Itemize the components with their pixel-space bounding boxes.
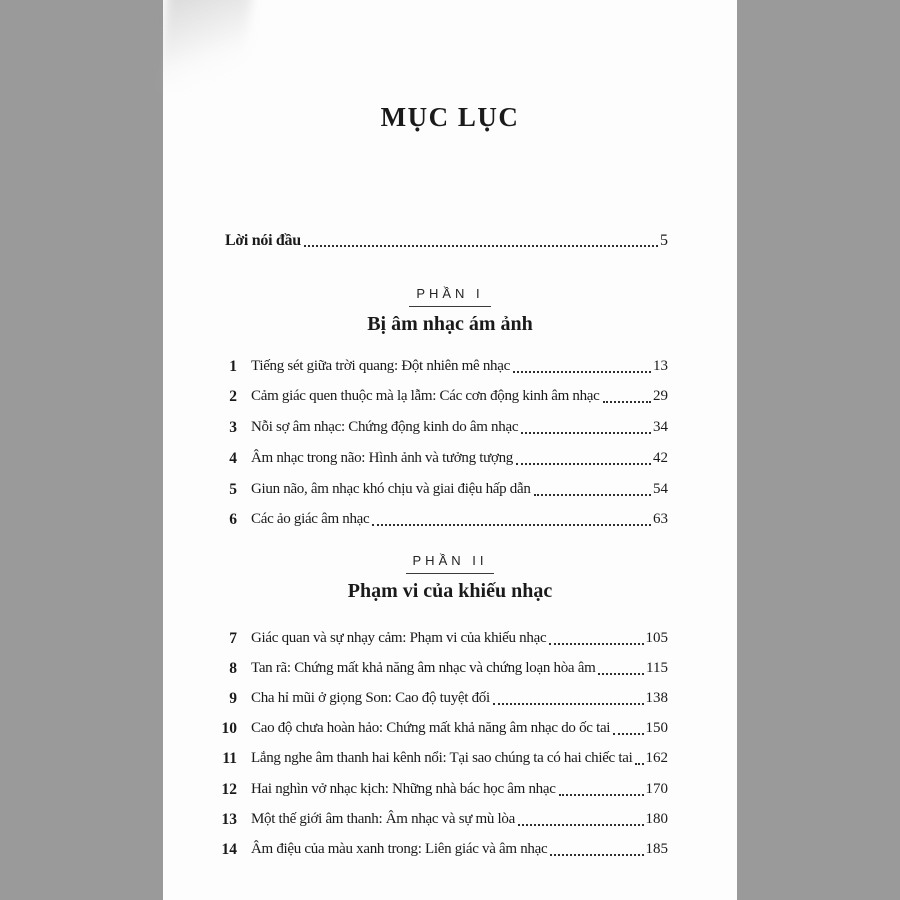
part-2-header (163, 552, 737, 574)
entry-page: 162 (645, 750, 668, 766)
dot-leader (518, 824, 644, 826)
dot-leader (603, 401, 651, 403)
entry-title: Tiếng sét giữa trời quang: Đột nhiên mê nhạc (251, 358, 510, 374)
book-page (163, 0, 737, 900)
entry-page: 34 (653, 419, 668, 435)
toc-entry (214, 839, 668, 860)
toc-entry (214, 386, 668, 407)
entry-title: Giác quan và sự nhạy cảm: Phạm vi của khiếu nhạc (251, 630, 547, 646)
entry-page: 42 (653, 450, 668, 466)
entry-number: 5 (229, 481, 237, 498)
dot-leader (304, 245, 658, 247)
entry-page: 13 (653, 358, 668, 374)
entry-page: 63 (653, 511, 668, 527)
entry-page: 180 (645, 811, 668, 827)
dot-leader (513, 371, 651, 373)
entry-title: Cảm giác quen thuộc mà lạ lẫm: Các cơn động kinh âm nhạc (251, 388, 600, 404)
entry-number: 14 (221, 841, 237, 858)
entry-number: 4 (229, 450, 237, 467)
entry-page: 170 (645, 781, 668, 797)
toc-entry (214, 417, 668, 438)
page-smudge (157, 0, 252, 100)
entry-title: Hai nghìn vở nhạc kịch: Những nhà bác học âm nhạc (251, 781, 556, 797)
entry-title: Âm nhạc trong não: Hình ảnh và tưởng tượng (251, 450, 513, 466)
entry-number: 6 (229, 511, 237, 528)
dot-leader (516, 463, 651, 465)
entry-title: Nỗi sợ âm nhạc: Chứng động kinh do âm nhạc (251, 419, 519, 435)
entry-page: 138 (645, 690, 668, 706)
part-1-label: PHẦN I (409, 287, 490, 307)
dot-leader (534, 494, 651, 496)
toc-entry (214, 628, 668, 649)
dot-leader (549, 643, 643, 645)
toc-title: MỤC LỤC (380, 102, 520, 132)
entry-number: 12 (221, 781, 237, 798)
entry-title: Giun não, âm nhạc khó chịu và giai điệu hấp dẫn (251, 481, 531, 497)
toc-entry (214, 448, 668, 469)
toc-entry (214, 658, 668, 679)
part-1-header (163, 285, 737, 307)
entry-title: Tan rã: Chứng mất khả năng âm nhạc và chứng loạn hòa âm (251, 660, 596, 676)
entry-number: 1 (229, 358, 237, 375)
entry-title: Cao độ chưa hoàn hảo: Chứng mất khả năng âm nhạc do ốc tai (251, 720, 611, 736)
toc-entry (214, 718, 668, 739)
entry-title: Một thế giới âm thanh: Âm nhạc và sự mù lòa (251, 811, 515, 827)
entry-number: 2 (229, 388, 237, 405)
entry-number: 7 (229, 630, 237, 647)
toc-entry (214, 809, 668, 830)
entry-title: Âm điệu của màu xanh trong: Liên giác và âm nhạc (251, 841, 548, 857)
entry-title: Lời nói đầu (225, 232, 301, 249)
entry-page: 29 (653, 388, 668, 404)
toc-entry (214, 356, 668, 377)
dot-leader (635, 763, 643, 765)
entry-number: 10 (221, 720, 237, 737)
entry-title: Cha hỉ mũi ở giọng Son: Cao độ tuyệt đối (251, 690, 490, 706)
entry-title: Lắng nghe âm thanh hai kênh nổi: Tại sao chúng ta có hai chiếc tai (251, 750, 633, 766)
entry-page: 105 (645, 630, 668, 646)
entry-page: 150 (645, 720, 668, 736)
toc-entry (214, 779, 668, 800)
dot-leader (372, 524, 651, 526)
toc-entry (214, 479, 668, 500)
entry-number: 8 (229, 660, 237, 677)
dot-leader (613, 733, 643, 735)
toc-entry-preface (225, 230, 668, 251)
dot-leader (521, 432, 651, 434)
dot-leader (493, 703, 644, 705)
dot-leader (559, 794, 644, 796)
part-1-title: Bị âm nhạc ám ảnh (367, 313, 533, 335)
part-2-label: PHẦN II (406, 554, 495, 574)
entry-page: 185 (645, 841, 668, 857)
entry-page: 115 (646, 660, 668, 676)
dot-leader (598, 673, 644, 675)
entry-number: 11 (222, 750, 237, 767)
toc-entry (214, 509, 668, 530)
part-2-title: Phạm vi của khiếu nhạc (347, 580, 553, 602)
toc-entry (214, 688, 668, 709)
entry-page: 54 (653, 481, 668, 497)
entry-number: 9 (229, 690, 237, 707)
entry-page: 5 (660, 232, 668, 249)
entry-title: Các ảo giác âm nhạc (251, 511, 370, 527)
dot-leader (550, 854, 643, 856)
entry-number: 3 (229, 419, 237, 436)
entry-number: 13 (221, 811, 237, 828)
toc-entry (214, 748, 668, 769)
